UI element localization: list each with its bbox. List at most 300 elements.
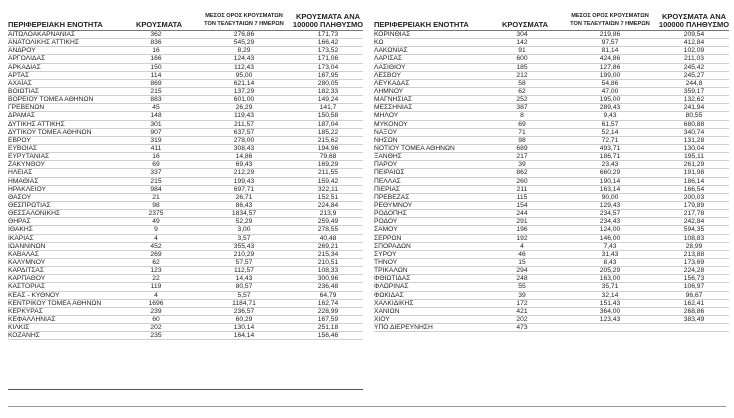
cell-avg-7-days: 164,14 [233, 332, 255, 340]
table-row [8, 39, 363, 47]
cell-per-100k: 412,84 [683, 39, 705, 47]
table-row [8, 210, 363, 218]
cell-avg-7-days: 195,00 [599, 96, 621, 104]
cell-cases: 252 [516, 96, 528, 104]
cell-cases: 21 [152, 193, 160, 201]
cell-cases: 239 [150, 307, 162, 315]
cell-region: ΛΑΣΙΘΙΟΥ [374, 63, 406, 71]
cell-per-100k: 79,68 [319, 153, 337, 161]
cell-cases: 984 [150, 185, 162, 193]
table-row [8, 169, 363, 177]
cell-region: ΑΝΑΤΟΛΙΚΗΣ ΑΤΤΙΚΗΣ [8, 39, 79, 47]
cell-per-100k: 594,35 [683, 226, 705, 234]
table-row [374, 235, 729, 243]
cell-per-100k: 217,78 [683, 210, 705, 218]
cell-region: ΕΒΡΟΥ [8, 136, 31, 144]
cell-region: ΜΗΛΟΥ [374, 112, 399, 120]
table-row [374, 104, 729, 112]
cell-region: ΝΑΞΟΥ [374, 128, 398, 136]
cell-avg-7-days: 127,86 [599, 63, 621, 71]
cell-region: ΙΩΑΝΝΙΝΩΝ [8, 242, 46, 250]
cell-cases: 215 [150, 87, 162, 95]
cell-cases: 301 [150, 120, 162, 128]
cell-cases: 196 [516, 226, 528, 234]
cell-region: ΑΡΚΑΔΙΑΣ [8, 63, 41, 71]
cell-avg-7-days: 14,86 [235, 153, 253, 161]
cell-cases: 202 [150, 324, 162, 332]
cell-cases: 600 [516, 55, 528, 63]
cell-avg-7-days: 26,29 [235, 104, 253, 112]
cell-cases: 91 [518, 47, 526, 55]
table-row [374, 210, 729, 218]
table-body-right [374, 31, 729, 332]
header-per-100k: ΚΡΟΥΣΜΑΤΑ ΑΝΑ 100000 ΠΛΗΘΥΣΜΟ [658, 12, 730, 29]
cell-avg-7-days: 57,57 [235, 258, 253, 266]
cell-per-100k: 210,51 [317, 258, 339, 266]
cell-region: ΗΡΑΚΛΕΙΟΥ [8, 185, 46, 193]
cell-region: ΠΑΡΟΥ [374, 161, 398, 169]
header-avg-7-days: ΜΕΣΟΣ ΟΡΟΣ ΚΡΟΥΣΜΑΤΩΝ ΤΟΝ ΤΕΛΕΥΤΑΙΩΝ 7 ΗΜΕΡΩΝ [204, 13, 284, 27]
cell-per-100k: 159,42 [317, 177, 339, 185]
cell-cases: 115 [516, 193, 528, 201]
table-left-half [8, 8, 363, 340]
cell-avg-7-days: 3,57 [237, 234, 251, 242]
cell-per-100k: 194,96 [317, 144, 339, 152]
cell-region: ΑΡΓΟΛΙΔΑΣ [8, 55, 46, 63]
cell-region: ΦΛΩΡΙΝΑΣ [374, 283, 409, 291]
cell-avg-7-days: 637,57 [233, 128, 255, 136]
cell-avg-7-days: 289,43 [599, 104, 621, 112]
cell-per-100k: 108,83 [683, 234, 705, 242]
cell-cases: 148 [150, 112, 162, 120]
cell-per-100k: 359,17 [683, 87, 705, 95]
table-row [374, 186, 729, 194]
cell-cases: 60 [152, 315, 160, 323]
cell-per-100k: 179,89 [683, 201, 705, 209]
cell-cases: 58 [518, 79, 526, 87]
table-row [374, 283, 729, 291]
table-row [374, 178, 729, 186]
cell-cases: 46 [518, 250, 526, 258]
cell-cases: 172 [516, 299, 528, 307]
table-row [374, 129, 729, 137]
cell-avg-7-days: 212,29 [233, 169, 255, 177]
header-avg-7-days: ΜΕΣΟΣ ΟΡΟΣ ΚΡΟΥΣΜΑΤΩΝ ΤΟΝ ΤΕΛΕΥΤΑΙΩΝ 7 ΗΜΕΡΩΝ [570, 13, 650, 27]
cell-per-100k: 269,21 [317, 242, 339, 250]
cell-avg-7-days: 124,00 [599, 226, 621, 234]
cell-per-100k: 171,06 [317, 55, 339, 63]
cell-per-100k: 167,59 [317, 315, 339, 323]
cell-per-100k: 241,94 [683, 104, 705, 112]
cell-cases: 39 [518, 161, 526, 169]
table-header-right [374, 8, 729, 31]
table-row [374, 169, 729, 177]
cell-cases: 269 [150, 250, 162, 258]
cell-cases: 71 [518, 128, 526, 136]
table-row [8, 178, 363, 186]
table-row [8, 218, 363, 226]
cell-region: ΚΟΖΑΝΗΣ [8, 332, 40, 340]
cell-per-100k: 280,05 [317, 79, 339, 87]
cell-region: ΔΥΤΙΚΟΥ ΤΟΜΕΑ ΑΘΗΝΩΝ [8, 128, 92, 136]
cell-region: ΧΑΛΚΙΔΙΚΗΣ [374, 299, 414, 307]
cell-cases: 4 [154, 291, 158, 299]
cell-per-100k: 150,58 [317, 112, 339, 120]
cell-region: ΔΡΑΜΑΣ [8, 112, 36, 120]
cell-region: ΖΑΚΥΝΘΟΥ [8, 161, 45, 169]
cell-avg-7-days: 52,14 [601, 128, 619, 136]
cell-avg-7-days: 23,43 [601, 161, 619, 169]
cell-per-100k: 224,28 [683, 267, 705, 275]
cell-region: ΡΟΔΟΠΗΣ [374, 210, 407, 218]
cell-avg-7-days: 601,00 [233, 96, 255, 104]
cell-per-100k: 213,9 [319, 210, 337, 218]
cell-cases: 62 [518, 87, 526, 95]
cell-per-100k: 96,67 [685, 291, 703, 299]
cell-avg-7-days: 308,43 [233, 144, 255, 152]
cell-per-100k: 171,73 [317, 31, 339, 38]
cell-cases: 62 [152, 258, 160, 266]
cell-region: ΚΟΡΙΝΘΙΑΣ [374, 31, 411, 38]
cell-cases: 55 [518, 283, 526, 291]
cell-per-100k: 162,41 [683, 299, 705, 307]
cell-per-100k: 340,74 [683, 128, 705, 136]
table-row [374, 47, 729, 55]
page-bottom-border [8, 406, 726, 407]
cell-cases: 452 [150, 242, 162, 250]
table-row [374, 64, 729, 72]
cell-avg-7-days: 8,43 [603, 258, 617, 266]
covid-cases-table [8, 8, 730, 408]
table-row [8, 226, 363, 234]
cell-cases: 362 [150, 31, 162, 38]
cell-cases: 2375 [148, 210, 164, 218]
cell-per-100k: 162,74 [317, 299, 339, 307]
cell-region: ΠΕΙΡΑΙΩΣ [374, 169, 405, 177]
cell-region: ΙΚΑΡΙΑΣ [8, 234, 34, 242]
table-row [374, 112, 729, 120]
cell-avg-7-days: 95,00 [235, 71, 253, 79]
cell-avg-7-days: 493,71 [599, 144, 621, 152]
header-cases: ΚΡΟΥΣΜΑΤΑ [136, 20, 183, 29]
cell-avg-7-days: 9,43 [603, 112, 617, 120]
cell-region: ΠΙΕΡΙΑΣ [374, 185, 401, 193]
cell-cases: 421 [516, 307, 528, 315]
cell-per-100k: 211,03 [684, 55, 704, 63]
cell-avg-7-days: 52,29 [235, 218, 253, 226]
cell-per-100k: 186,14 [683, 177, 705, 185]
cell-cases: 8 [520, 112, 524, 120]
cell-region: ΗΜΑΘΙΑΣ [8, 177, 39, 185]
cell-region: ΚΕΦΑΛΛΗΝΙΑΣ [8, 315, 56, 323]
table-row [374, 121, 729, 129]
cell-cases: 304 [516, 31, 528, 38]
cell-region: ΗΛΕΙΑΣ [8, 169, 33, 177]
cell-cases: 337 [150, 169, 162, 177]
table-row [374, 31, 729, 39]
table-bottom-rule [8, 389, 363, 390]
table-row [374, 308, 729, 316]
cell-per-100k: 173,52 [317, 47, 339, 55]
cell-per-100k: 169,29 [317, 161, 339, 169]
cell-cases: 166 [150, 55, 162, 63]
cell-cases: 689 [516, 144, 528, 152]
cell-region: ΘΑΣΟΥ [8, 193, 32, 201]
cell-avg-7-days: 8,29 [237, 47, 251, 55]
cell-cases: 202 [516, 315, 528, 323]
cell-region: ΤΡΙΚΑΛΩΝ [374, 267, 408, 275]
table-row [374, 80, 729, 88]
cell-per-100k: 236,48 [317, 283, 339, 291]
table-row [8, 55, 363, 63]
table-row [374, 194, 729, 202]
table-row [374, 88, 729, 96]
cell-region: ΚΑΛΥΜΝΟΥ [8, 258, 46, 266]
cell-avg-7-days: 119,43 [234, 112, 254, 120]
cell-per-100k: 195,11 [684, 153, 704, 161]
cell-cases: 212 [516, 71, 528, 79]
cell-per-100k: 28,99 [685, 242, 703, 250]
cell-per-100k: 173,04 [317, 63, 339, 71]
cell-per-100k: 242,84 [683, 218, 705, 226]
cell-region: ΔΥΤΙΚΗΣ ΑΤΤΙΚΗΣ [8, 120, 65, 128]
cell-cases: 185 [516, 63, 528, 71]
cell-per-100k: 141,7 [319, 104, 337, 112]
cell-region: ΡΟΔΟΥ [374, 218, 398, 226]
table-row [374, 39, 729, 47]
table-row [8, 47, 363, 55]
cell-avg-7-days: 199,00 [599, 71, 621, 79]
table-row [8, 300, 363, 308]
cell-region: ΓΡΕΒΕΝΩΝ [8, 104, 45, 112]
cell-cases: 69 [152, 161, 160, 169]
cell-cases: 907 [150, 128, 162, 136]
cell-cases: 49 [152, 218, 160, 226]
cell-per-100k: 215,62 [317, 136, 339, 144]
cell-region: ΘΗΡΑΣ [8, 218, 31, 226]
cell-avg-7-days: 31,43 [601, 250, 619, 258]
table-row [8, 243, 363, 251]
table-row [8, 267, 363, 275]
cell-cases: 217 [516, 153, 528, 161]
cell-per-100k: 167,95 [317, 71, 339, 79]
cell-avg-7-days: 190,14 [599, 177, 621, 185]
cell-per-100k: 132,62 [683, 96, 705, 104]
table-row [374, 55, 729, 63]
cell-per-100k: 215,34 [317, 250, 339, 258]
cell-per-100k: 182,33 [317, 87, 339, 95]
cell-per-100k: 213,88 [683, 250, 705, 258]
cell-region: ΛΕΥΚΑΔΑΣ [374, 79, 410, 87]
cell-cases: 98 [518, 136, 526, 144]
cell-avg-7-days: 69,43 [235, 161, 253, 169]
cell-per-100k: 259,49 [317, 218, 339, 226]
cell-cases: 4 [520, 242, 524, 250]
table-row [8, 64, 363, 72]
header-cases: ΚΡΟΥΣΜΑΤΑ [502, 20, 549, 29]
table-row [8, 72, 363, 80]
cell-avg-7-days: 146,00 [599, 234, 621, 242]
cell-avg-7-days: 14,43 [235, 275, 253, 283]
cell-avg-7-days: 424,86 [599, 55, 621, 63]
cell-avg-7-days: 697,71 [233, 185, 255, 193]
cell-region: ΤΗΝΟΥ [374, 258, 398, 266]
table-row [8, 259, 363, 267]
cell-region: ΘΕΣΣΑΛΟΝΙΚΗΣ [8, 210, 61, 218]
cell-cases: 387 [516, 104, 528, 112]
cell-avg-7-days: 355,43 [233, 242, 255, 250]
cell-cases: 4 [154, 234, 158, 242]
cell-region: ΒΟΡΕΙΟΥ ΤΟΜΕΑ ΑΘΗΝΩΝ [8, 96, 94, 104]
cell-region: ΠΕΛΛΑΣ [374, 177, 401, 185]
cell-region: ΣΥΡΟΥ [374, 250, 397, 258]
cell-region: ΕΥΡΥΤΑΝΙΑΣ [8, 153, 50, 161]
table-row [8, 324, 363, 332]
cell-cases: 142 [516, 39, 528, 47]
cell-region: ΚΑΡΠΑΘΟΥ [8, 275, 46, 283]
cell-cases: 192 [516, 234, 528, 242]
cell-cases: 862 [516, 169, 528, 177]
cell-avg-7-days: 80,57 [235, 283, 253, 291]
table-row [8, 202, 363, 210]
cell-per-100k: 131,28 [683, 136, 705, 144]
cell-cases: 319 [150, 136, 162, 144]
cell-per-100k: 244,8 [685, 79, 703, 87]
table-row [374, 137, 729, 145]
cell-per-100k: 156,46 [317, 332, 339, 340]
cell-per-100k: 187,04 [317, 120, 339, 128]
cell-per-100k: 211,55 [318, 169, 338, 177]
cell-region: ΣΠΟΡΑΔΩΝ [374, 242, 411, 250]
cell-avg-7-days: 123,43 [599, 315, 621, 323]
cell-avg-7-days: 90,00 [601, 193, 619, 201]
table-row [374, 316, 729, 324]
table-row [374, 275, 729, 283]
table-row [374, 218, 729, 226]
cell-region: ΜΥΚΟΝΟΥ [374, 120, 408, 128]
cell-avg-7-days: 234,43 [599, 218, 621, 226]
cell-per-100k: 245,27 [683, 71, 705, 79]
cell-region: ΣΕΡΡΩΝ [374, 234, 402, 242]
table-row [8, 194, 363, 202]
table-row [374, 243, 729, 251]
table-row [374, 251, 729, 259]
cell-region: ΛΑΡΙΣΑΣ [374, 55, 402, 63]
cell-per-100k: 152,51 [317, 193, 339, 201]
cell-cases: 836 [150, 39, 162, 47]
table-row [8, 145, 363, 153]
cell-per-100k: 185,22 [317, 128, 339, 136]
cell-per-100k: 166,54 [683, 185, 705, 193]
cell-region: ΧΑΝΙΩΝ [374, 307, 400, 315]
table-row [374, 226, 729, 234]
table-row [8, 186, 363, 194]
cell-per-100k: 322,11 [318, 185, 338, 193]
cell-region: ΚΙΛΚΙΣ [8, 324, 30, 332]
table-row [374, 72, 729, 80]
table-row [8, 275, 363, 283]
cell-cases: 235 [150, 332, 162, 340]
cell-per-100k: 278,55 [317, 226, 339, 234]
table-row [374, 96, 729, 104]
cell-region: ΦΩΚΙΔΑΣ [374, 291, 404, 299]
table-row [374, 259, 729, 267]
cell-region: ΝΟΤΙΟΥ ΤΟΜΕΑ ΑΘΗΝΩΝ [374, 144, 455, 152]
cell-avg-7-days: 60,29 [235, 315, 253, 323]
cell-avg-7-days: 364,00 [599, 307, 621, 315]
cell-avg-7-days: 26,71 [235, 193, 253, 201]
cell-avg-7-days: 81,14 [601, 47, 619, 55]
cell-region: ΚΑΡΔΙΤΣΑΣ [8, 267, 45, 275]
cell-cases: 260 [516, 177, 528, 185]
cell-avg-7-days: 210,29 [233, 250, 255, 258]
cell-region: ΑΙΤΩΛΟΑΚΑΡΝΑΝΙΑΣ [8, 31, 76, 38]
cell-region: ΒΟΙΩΤΙΑΣ [8, 87, 40, 95]
cell-avg-7-days: 621,14 [233, 79, 255, 87]
cell-cases: 98 [152, 201, 160, 209]
cell-per-100k: 173,69 [683, 258, 705, 266]
cell-region: ΚΑΣΤΟΡΙΑΣ [8, 283, 46, 291]
table-row [374, 153, 729, 161]
cell-region: ΠΡΕΒΕΖΑΣ [374, 193, 410, 201]
cell-avg-7-days: 234,57 [599, 210, 621, 218]
table-row [8, 129, 363, 137]
cell-per-100k: 80,55 [685, 112, 703, 120]
cell-cases: 39 [518, 291, 526, 299]
cell-cases: 473 [516, 324, 528, 332]
cell-region: ΙΘΑΚΗΣ [8, 226, 33, 234]
table-row [8, 80, 363, 88]
cell-cases: 150 [150, 63, 162, 71]
cell-cases: 294 [516, 267, 528, 275]
table-row [374, 324, 729, 332]
cell-avg-7-days: 545,29 [233, 39, 255, 47]
cell-per-100k: 191,98 [683, 169, 705, 177]
table-row [374, 161, 729, 169]
cell-region: ΚΩ [374, 39, 384, 47]
cell-cases: 9 [154, 226, 158, 234]
table-row [8, 96, 363, 104]
cell-avg-7-days: 61,57 [601, 120, 619, 128]
cell-region: ΜΑΓΝΗΣΙΑΣ [374, 96, 412, 104]
cell-cases: 215 [150, 177, 162, 185]
cell-avg-7-days: 278,00 [233, 136, 255, 144]
cell-region: ΧΙΟΥ [374, 315, 390, 323]
header-region: ΠΕΡΙΦΕΡΕΙΑΚΗ ΕΝΟΤΗΤΑ [8, 20, 103, 29]
table-row [374, 145, 729, 153]
cell-region: ΣΑΜΟΥ [374, 226, 398, 234]
cell-per-100k: 156,73 [683, 275, 705, 283]
cell-region: ΛΕΣΒΟΥ [374, 71, 401, 79]
cell-per-100k: 149,24 [317, 96, 339, 104]
cell-avg-7-days: 54,86 [601, 79, 619, 87]
cell-region: ΑΧΑΪΑΣ [8, 79, 32, 87]
table-row [8, 104, 363, 112]
cell-region: ΚΑΒΑΛΑΣ [8, 250, 39, 258]
cell-per-100k: 228,99 [317, 307, 339, 315]
table-row [8, 121, 363, 129]
cell-cases: 411 [150, 144, 162, 152]
table-row [8, 161, 363, 169]
cell-region: ΚΕΡΚΥΡΑΣ [8, 307, 43, 315]
cell-avg-7-days: 3,00 [237, 226, 251, 234]
cell-cases: 211 [516, 185, 528, 193]
cell-avg-7-days: 130,14 [233, 324, 255, 332]
cell-region: ΘΕΣΠΡΩΤΙΑΣ [8, 201, 51, 209]
cell-per-100k: 300,96 [317, 275, 339, 283]
cell-region: ΝΗΣΩΝ [374, 136, 398, 144]
table-row [8, 137, 363, 145]
